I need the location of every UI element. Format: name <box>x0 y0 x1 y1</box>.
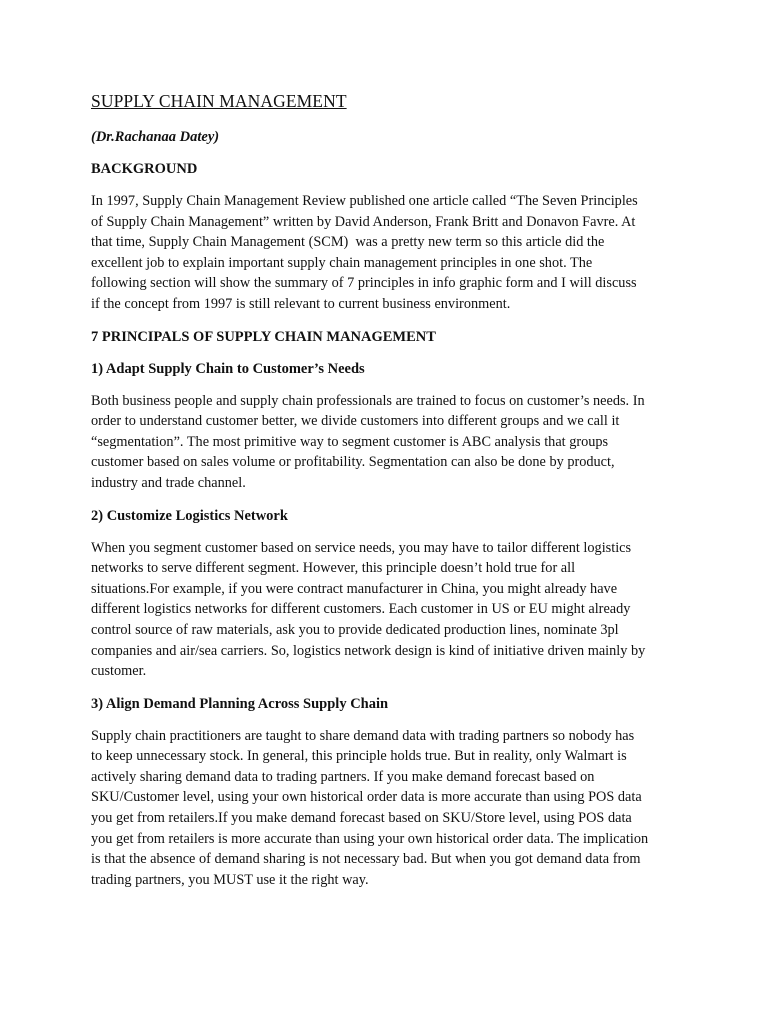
text-line: of Supply Chain Management” written by David Anderson, Frank Britt and Donavon Favre. At <box>91 213 636 230</box>
text-line: customer. <box>91 663 147 680</box>
section-paragraph-3 <box>91 726 678 891</box>
text-line: SKU/Customer level, using your own historical order data is more accurate than using POS data <box>91 789 642 806</box>
text-line: networks to serve different segment. However, this principle doesn’t hold true for all <box>91 560 576 577</box>
text-line: order to understand customer better, we divide customers into different groups and we call it <box>91 413 620 430</box>
text-line: Supply chain practitioners are taught to share demand data with trading partners so nobody has <box>91 727 635 744</box>
text-line: customer based on sales volume or profitability. Segmentation can also be done by product, <box>91 454 615 471</box>
section-heading-2: 2) Customize Logistics Network <box>91 507 288 524</box>
principles-heading: 7 PRINCIPALS OF SUPPLY CHAIN MANAGEMENT <box>91 328 436 345</box>
background-paragraph <box>91 191 678 315</box>
text-line: companies and air/sea carriers. So, logistics network design is kind of initiative driven mainly by <box>91 642 646 659</box>
text-line: In 1997, Supply Chain Management Review published one article called “The Seven Principles <box>91 193 638 209</box>
text-line: is that the absence of demand sharing is not necessary bad. But when you got demand data from <box>91 851 641 868</box>
text-line: control source of raw materials, ask you to provide dedicated production lines, nominate 3pl <box>91 621 619 638</box>
text-line: that time, Supply Chain Management (SCM) was a pretty new term so this article did the <box>91 234 605 251</box>
text-line: you get from retailers is more accurate than using your own historical order data. The implication <box>91 830 649 847</box>
text-line: if the concept from 1997 is still relevant to current business environment. <box>91 295 511 312</box>
section-heading-3: 3) Align Demand Planning Across Supply Chain <box>91 695 389 712</box>
background-heading: BACKGROUND <box>91 161 198 177</box>
text-line: following section will show the summary of 7 principles in info graphic form and I will discuss <box>91 275 637 292</box>
author-line: (Dr.Rachanaa Datey) <box>91 129 220 145</box>
text-line: When you segment customer based on service needs, you may have to tailor different logistics <box>91 539 632 556</box>
text-line: different logistics networks for different customers. Each customer in US or EU might already <box>91 601 631 618</box>
text-line: you get from retailers.If you make demand forecast based on SKU/Store level, using POS data <box>91 810 632 827</box>
text-line: “segmentation”. The most primitive way to segment customer is ABC analysis that groups <box>91 433 609 450</box>
section-heading-1: 1) Adapt Supply Chain to Customer’s Needs <box>91 360 365 377</box>
text-line: trading partners, you MUST use it the right way. <box>91 871 369 888</box>
section-paragraph-1 <box>91 391 678 494</box>
document-title: SUPPLY CHAIN MANAGEMENT <box>91 91 347 111</box>
text-line: situations.For example, if you were contract manufacturer in China, you might already have <box>91 580 618 597</box>
text-line: actively sharing demand data to trading partners. If you make demand forecast based on <box>91 768 595 785</box>
text-line: excellent job to explain important supply chain management principles in one shot. The <box>91 254 593 271</box>
text-line: industry and trade channel. <box>91 474 246 491</box>
text-line: Both business people and supply chain professionals are trained to focus on customer’s needs. In <box>91 392 645 409</box>
section-paragraph-2 <box>91 538 678 682</box>
text-line: to keep unnecessary stock. In general, this principle holds true. But in reality, only Walmart is <box>91 748 627 765</box>
